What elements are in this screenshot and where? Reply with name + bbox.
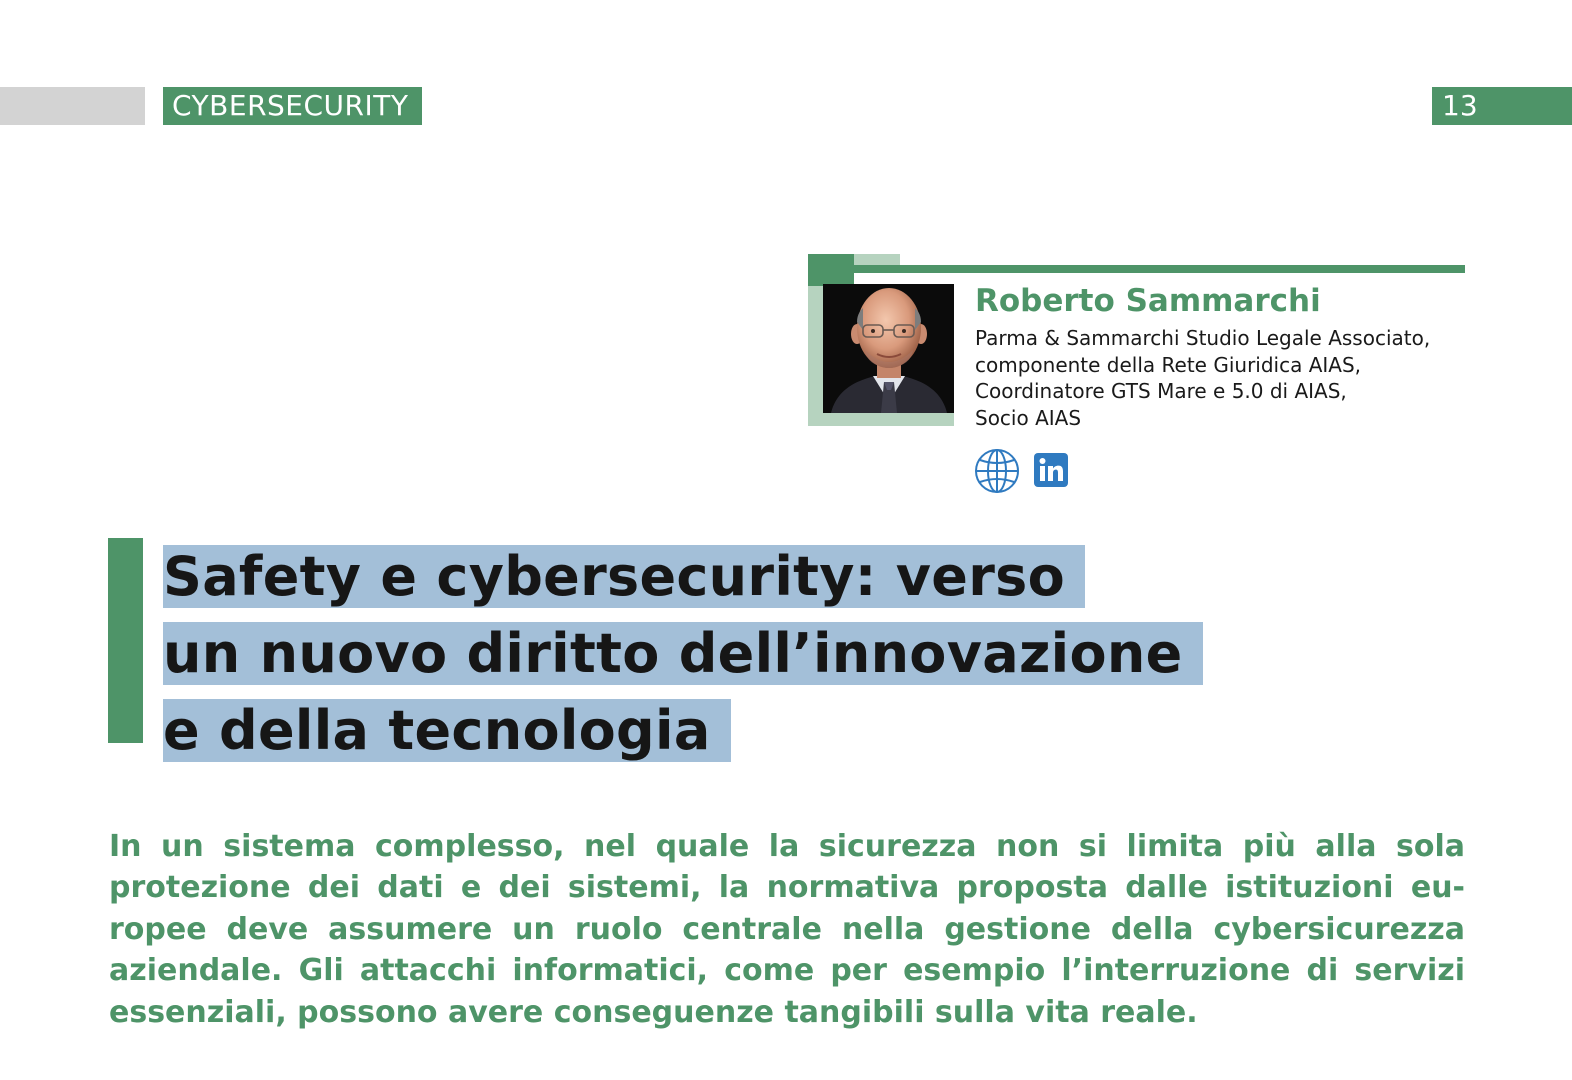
section-tag: CYBERSECURITY — [163, 87, 422, 125]
author-affiliation — [975, 325, 1465, 431]
affiliation-line: Socio AIAS — [975, 405, 1082, 430]
lead-line: protezione dei dati e dei sistemi, la normativa proposta dalle istituzioni eu- — [109, 870, 1465, 906]
author-name: Roberto Sammarchi — [975, 283, 1321, 319]
author-photo — [823, 284, 954, 413]
header-grey-bar — [0, 87, 145, 125]
affiliation-line: componente della Rete Giuridica AIAS, — [975, 352, 1362, 377]
page-number: 13 — [1442, 89, 1478, 122]
title-line — [163, 538, 1203, 615]
title-line-text: e della tecnologia — [163, 699, 731, 762]
photo-frame-corner — [808, 254, 854, 286]
affiliation-line: Coordinatore GTS Mare e 5.0 di AIAS, — [975, 379, 1347, 403]
lead-paragraph — [109, 826, 1465, 1033]
affiliation-line: Parma & Sammarchi Studio Legale Associato, — [975, 326, 1431, 350]
title-line — [163, 615, 1203, 692]
title-line-text: Safety e cybersecurity: verso — [163, 545, 1085, 608]
title-accent-bar — [108, 538, 143, 743]
page-number-box — [1432, 87, 1572, 125]
lead-line: aziendale. Gli attacchi informatici, come per esempio l’interruzione di servizi — [109, 953, 1465, 989]
title-line-text: un nuovo diritto dell’innovazione — [163, 622, 1203, 685]
title-line — [163, 692, 1203, 769]
lead-line: essenziali, possono avere conseguenze tangibili sulla vita reale. — [109, 994, 1198, 1030]
article-title — [163, 538, 1203, 769]
lead-line: ropee deve assumere un ruolo centrale nella gestione della cybersicurezza — [109, 911, 1465, 947]
lead-line: In un sistema complesso, nel quale la sicurezza non si limita più alla sola — [109, 829, 1465, 864]
author-rule — [854, 265, 1465, 273]
globe-icon[interactable] — [974, 448, 1020, 494]
linkedin-icon[interactable] — [1034, 453, 1068, 487]
